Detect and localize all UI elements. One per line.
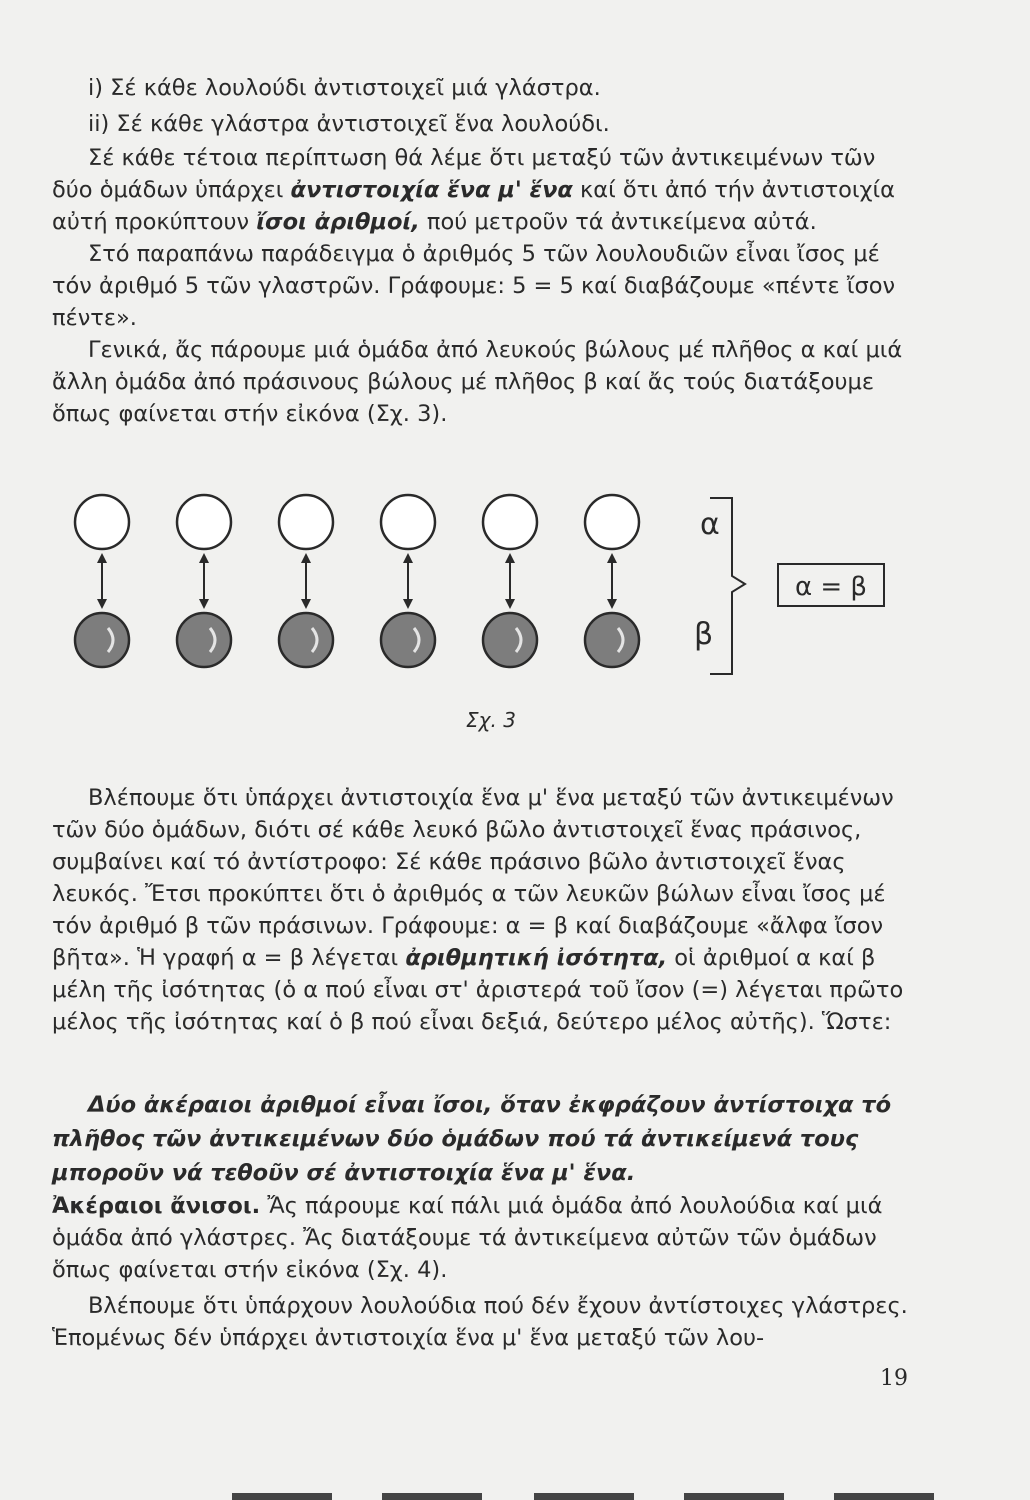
emphasis-arithmetic-equality: ἀριθμητική ἰσότητα, — [405, 945, 668, 971]
heading-unequal-integers: Ἀκέραιοι ἄνισοι. — [52, 1193, 261, 1219]
paragraph-flowers: Βλέπουμε ὅτι ὑπάρχουν λουλούδια πού δέν ἔχουν ἀντίστοιχες γλάστρες. Ἑπομένως δέν ὑπάρχει ἀντιστοιχία ἕνα μ' ἕνα μεταξύ τῶν λου- — [52, 1293, 908, 1351]
paragraph-correspondence — [52, 142, 912, 238]
arrowhead-up — [607, 553, 617, 563]
arrowhead-down — [607, 599, 617, 609]
paragraph-text: πού μετροῦν τά ἀντικείμενα αὐτά. — [419, 209, 817, 235]
page-number: 19 — [880, 1366, 908, 1391]
paragraph-text: οἱ ἀριθμοί α καί β μέλη τῆς ἰσότητας (ὁ α πού εἶναι στ' ἀριστερά τοῦ ἴσον (=) λέγεται πρῶτο μέλος τῆς ἰσότητας καί ὁ β πού εἶναι δεξιά, δεύτερο μέλος αὐτῆς). Ὥστε: — [52, 945, 904, 1035]
equation-text: α = β — [794, 572, 868, 602]
bottom-strip — [684, 1493, 784, 1500]
label-alpha: α — [700, 507, 720, 542]
green-marble — [585, 613, 639, 667]
list-item-1: i) Σέ κάθε λουλούδι ἀντιστοιχεῖ μιά γλάστρα. — [88, 75, 601, 101]
definition-equal-integers: Δύο ἀκέραιοι ἀριθμοί εἶναι ἴσοι, ὅταν ἐκφράζουν ἀντίστοιχα τό πλῆθος τῶν ἀντικειμένων δύο ὁμάδων πού τά ἀντικείμενά τους μποροῦν νά τεθοῦν σέ ἀντιστοιχία ἕνα μ' ἕνα. — [52, 1092, 892, 1186]
arrowhead-up — [199, 553, 209, 563]
white-marble — [483, 495, 537, 549]
emphasis-one-to-one: ἀντιστοιχία ἕνα μ' ἕνα — [290, 177, 573, 203]
arrowhead-down — [97, 599, 107, 609]
bottom-strip — [834, 1493, 934, 1500]
arrowhead-down — [199, 599, 209, 609]
list-item-2: ii) Σέ κάθε γλάστρα ἀντιστοιχεῖ ἕνα λουλούδι. — [88, 111, 610, 137]
white-marble — [279, 495, 333, 549]
green-marble — [279, 613, 333, 667]
paragraph-text: Ἄς πάρουμε καί πάλι μιά ὁμάδα ἀπό λουλούδια καί μιά ὁμάδα ἀπό γλάστρες. Ἄς διατάξουμε τά ἀντικείμενα αὐτῶν τῶν ὁμάδων ὅπως φαίνεται στήν εἰκόνα (Σχ. 4). — [52, 1193, 883, 1283]
bottom-strip — [382, 1493, 482, 1500]
paragraph-marbles: Γενικά, ἄς πάρουμε μιά ὁμάδα ἀπό λευκούς βώλους μέ πλῆθος α καί μιά ἄλλη ὁμάδα ἀπό πράσινους βώλους μέ πλῆθος β καί ἄς τούς διατάξουμε ὅπως φαίνεται στήν εἰκόνα (Σχ. 3). — [52, 337, 903, 427]
bottom-strip — [534, 1493, 634, 1500]
white-marble — [381, 495, 435, 549]
paragraph-text: Σέ κάθε τέτοια περίπτωση θά λέμε ὅτι μεταξύ τῶν ἀντικειμένων τῶν δύο ὁμάδων ὑπάρχει — [52, 145, 876, 203]
arrowhead-up — [97, 553, 107, 563]
arrowhead-down — [301, 599, 311, 609]
bottom-strip — [232, 1493, 332, 1500]
marble-pairs — [75, 495, 639, 667]
green-marble — [177, 613, 231, 667]
white-marble — [177, 495, 231, 549]
white-marble — [585, 495, 639, 549]
white-marble — [75, 495, 129, 549]
arrowhead-down — [403, 599, 413, 609]
emphasis-equal-numbers: ἴσοι ἀριθμοί, — [256, 209, 420, 235]
arrowhead-up — [301, 553, 311, 563]
paragraph-unequal — [52, 1190, 912, 1286]
paragraph-equality — [52, 782, 912, 1038]
arrowhead-down — [505, 599, 515, 609]
label-beta: β — [694, 617, 714, 652]
figure-caption: Σχ. 3 — [466, 708, 516, 732]
paragraph-example: Στό παραπάνω παράδειγμα ὁ ἀριθμός 5 τῶν λουλουδιῶν εἶναι ἴσος μέ τόν ἀριθμό 5 τῶν γλαστρῶν. Γράφουμε: 5 = 5 καί διαβάζουμε «πέντε ἴσον πέντε». — [52, 241, 896, 331]
arrowhead-up — [403, 553, 413, 563]
arrowhead-up — [505, 553, 515, 563]
green-marble — [381, 613, 435, 667]
paragraph-text: Βλέπουμε ὅτι ὑπάρχει ἀντιστοιχία ἕνα μ' ἕνα μεταξύ τῶν ἀντικειμένων τῶν δύο ὁμάδων, διότι σέ κάθε λευκό βῶλο ἀντιστοιχεῖ ἕνας πράσινος, συμβαίνει καί τό ἀντίστροφο: Σέ κάθε πράσινο βῶλο ἀντιστοιχεῖ ἕνας λευκός. Ἔτσι προκύπτει ὅτι ὁ ἀριθμός α τῶν λευκῶν βώλων εἶναι ἴσος μέ τόν ἀριθμό β τῶν πράσινων. Γράφουμε: α = β καί διαβάζουμε «ἄλφα ἴσον βῆτα». Ἡ γραφή α = β λέγεται — [52, 785, 894, 971]
paragraph-text: καί ὅτι ἀπό τήν ἀντιστοιχία αὐτή προκύπτουν — [52, 177, 895, 235]
figure-3 — [60, 478, 920, 698]
green-marble — [483, 613, 537, 667]
green-marble — [75, 613, 129, 667]
